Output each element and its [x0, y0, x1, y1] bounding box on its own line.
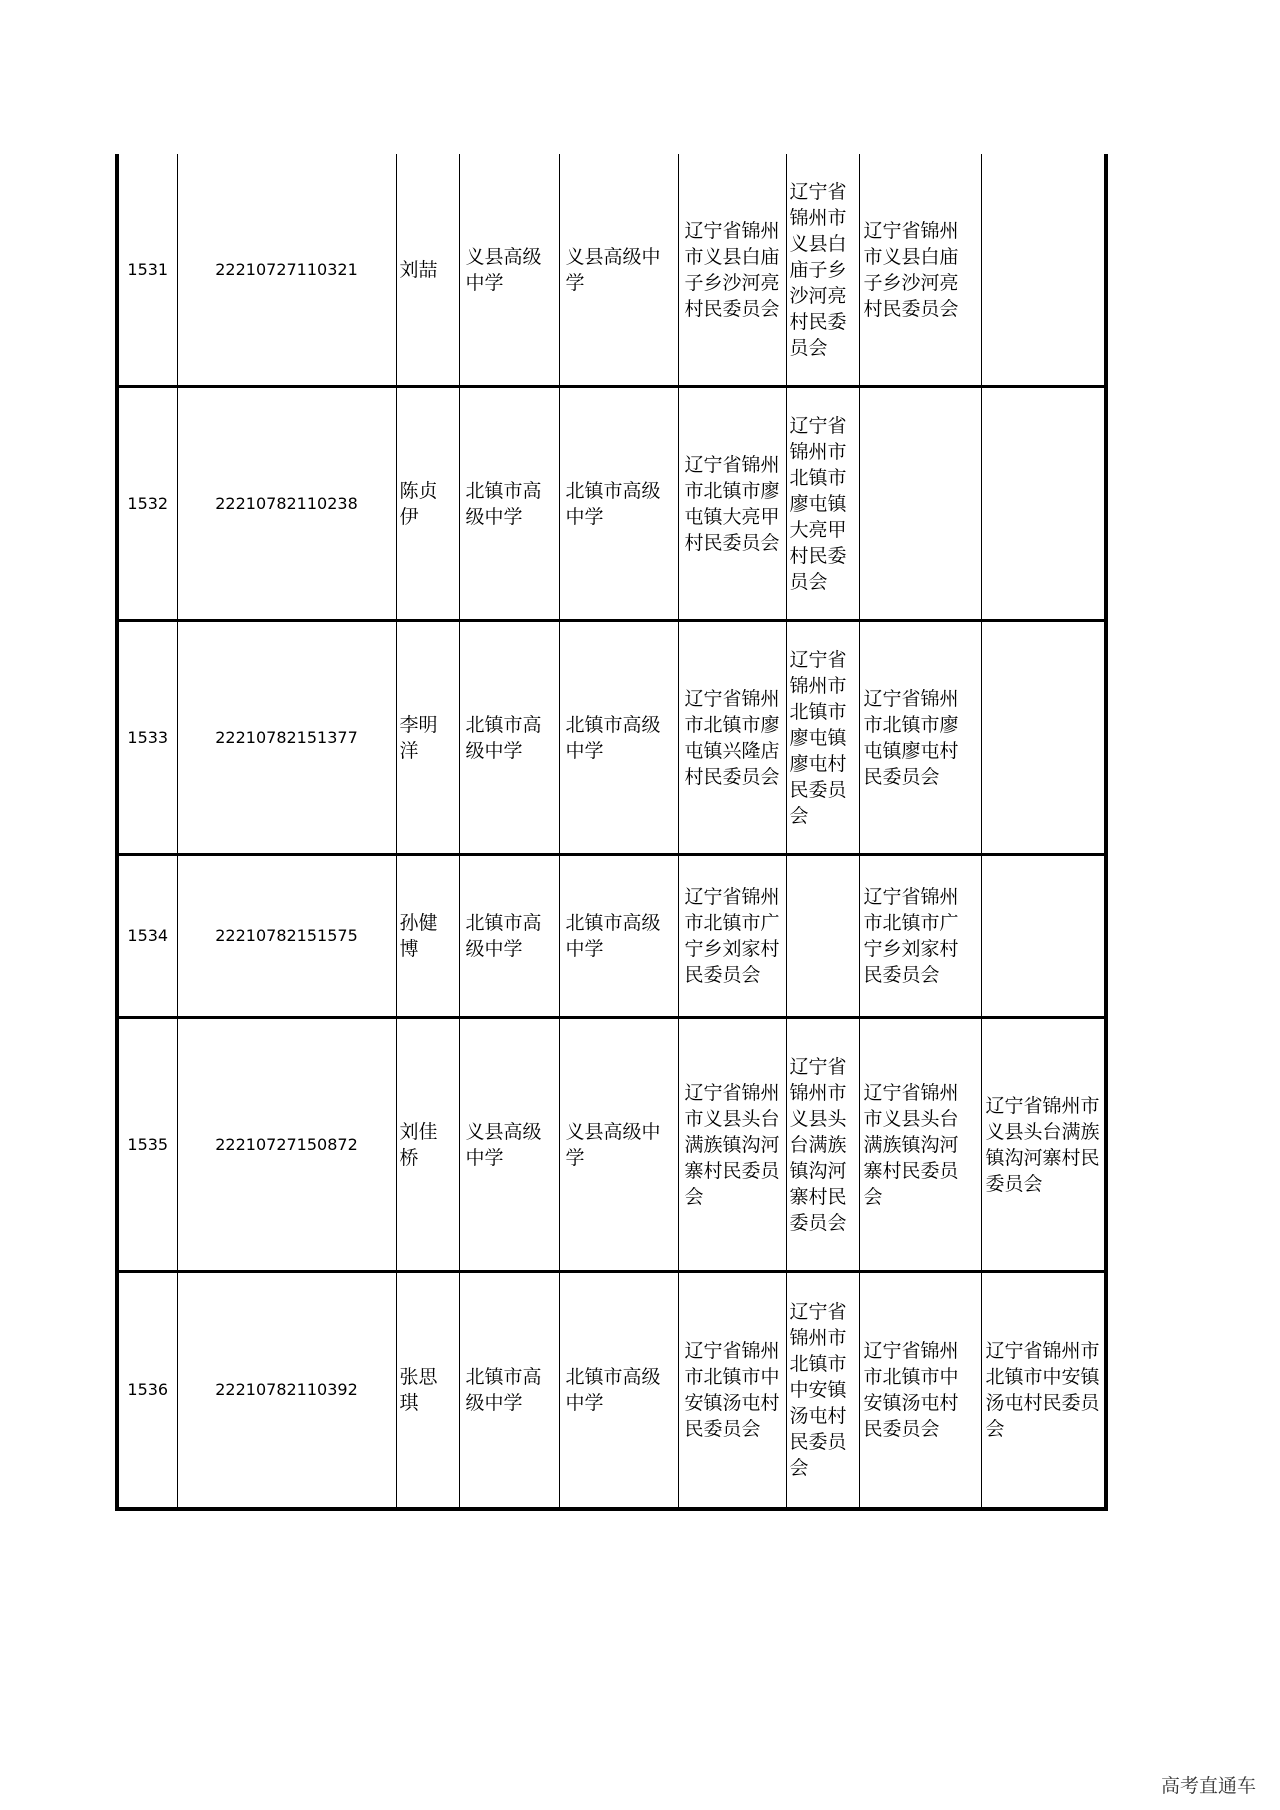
school: 北镇市高级中学: [459, 1272, 559, 1510]
row-index: 1535: [117, 1018, 177, 1272]
row-index: 1532: [117, 387, 177, 621]
exam-number: 22210727110321: [177, 154, 396, 387]
table-row: [117, 855, 1106, 1018]
exam-number: 22210727150872: [177, 1018, 396, 1272]
student-name: 刘喆: [396, 154, 459, 387]
student-name: 张思琪: [396, 1272, 459, 1510]
school: 北镇市高级中学: [459, 855, 559, 1018]
school-secondary: 义县高级中学: [559, 154, 678, 387]
address-4: [981, 387, 1106, 621]
address-2: 辽宁省锦州市义县白庙子乡沙河亮村民委员会: [786, 154, 859, 387]
table-row: [117, 621, 1106, 855]
address-1: 辽宁省锦州市义县白庙子乡沙河亮村民委员会: [678, 154, 786, 387]
address-4: 辽宁省锦州市义县头台满族镇沟河寨村民委员会: [981, 1018, 1106, 1272]
address-2: [786, 855, 859, 1018]
address-1: 辽宁省锦州市义县头台满族镇沟河寨村民委员会: [678, 1018, 786, 1272]
exam-number: 22210782110392: [177, 1272, 396, 1510]
address-2: 辽宁省锦州市北镇市廖屯镇大亮甲村民委员会: [786, 387, 859, 621]
student-name: 李明洋: [396, 621, 459, 855]
row-index: 1533: [117, 621, 177, 855]
table-row: [117, 1018, 1106, 1272]
address-3: 辽宁省锦州市义县白庙子乡沙河亮村民委员会: [859, 154, 981, 387]
school-secondary: 义县高级中学: [559, 1018, 678, 1272]
address-3: 辽宁省锦州市义县头台满族镇沟河寨村民委员会: [859, 1018, 981, 1272]
address-3: 辽宁省锦州市北镇市中安镇汤屯村民委员会: [859, 1272, 981, 1510]
address-4: [981, 855, 1106, 1018]
address-4: [981, 621, 1106, 855]
watermark-text: 高考直通车: [1160, 1775, 1256, 1797]
address-1: 辽宁省锦州市北镇市廖屯镇兴隆店村民委员会: [678, 621, 786, 855]
row-index: 1531: [117, 154, 177, 387]
school: 义县高级中学: [459, 154, 559, 387]
table-row: [117, 154, 1106, 387]
school: 北镇市高级中学: [459, 387, 559, 621]
admission-table: [115, 154, 1108, 1511]
exam-number: 22210782151575: [177, 855, 396, 1018]
address-1: 辽宁省锦州市北镇市廖屯镇大亮甲村民委员会: [678, 387, 786, 621]
row-index: 1536: [117, 1272, 177, 1510]
table-row: [117, 387, 1106, 621]
row-index: 1534: [117, 855, 177, 1018]
student-name: 孙健博: [396, 855, 459, 1018]
school: 北镇市高级中学: [459, 621, 559, 855]
exam-number: 22210782110238: [177, 387, 396, 621]
student-name: 陈贞伊: [396, 387, 459, 621]
student-name: 刘佳桥: [396, 1018, 459, 1272]
address-4: 辽宁省锦州市北镇市中安镇汤屯村民委员会: [981, 1272, 1106, 1510]
address-4: [981, 154, 1106, 387]
address-2: 辽宁省锦州市义县头台满族镇沟河寨村民委员会: [786, 1018, 859, 1272]
school-secondary: 北镇市高级中学: [559, 1272, 678, 1510]
school-secondary: 北镇市高级中学: [559, 621, 678, 855]
address-3: 辽宁省锦州市北镇市廖屯镇廖屯村民委员会: [859, 621, 981, 855]
address-1: 辽宁省锦州市北镇市中安镇汤屯村民委员会: [678, 1272, 786, 1510]
school-secondary: 北镇市高级中学: [559, 387, 678, 621]
school-secondary: 北镇市高级中学: [559, 855, 678, 1018]
address-3: 辽宁省锦州市北镇市广宁乡刘家村民委员会: [859, 855, 981, 1018]
exam-number: 22210782151377: [177, 621, 396, 855]
address-1: 辽宁省锦州市北镇市广宁乡刘家村民委员会: [678, 855, 786, 1018]
address-2: 辽宁省锦州市北镇市廖屯镇廖屯村民委员会: [786, 621, 859, 855]
table-row: [117, 1272, 1106, 1510]
address-3: [859, 387, 981, 621]
school: 义县高级中学: [459, 1018, 559, 1272]
address-2: 辽宁省锦州市北镇市中安镇汤屯村民委员会: [786, 1272, 859, 1510]
